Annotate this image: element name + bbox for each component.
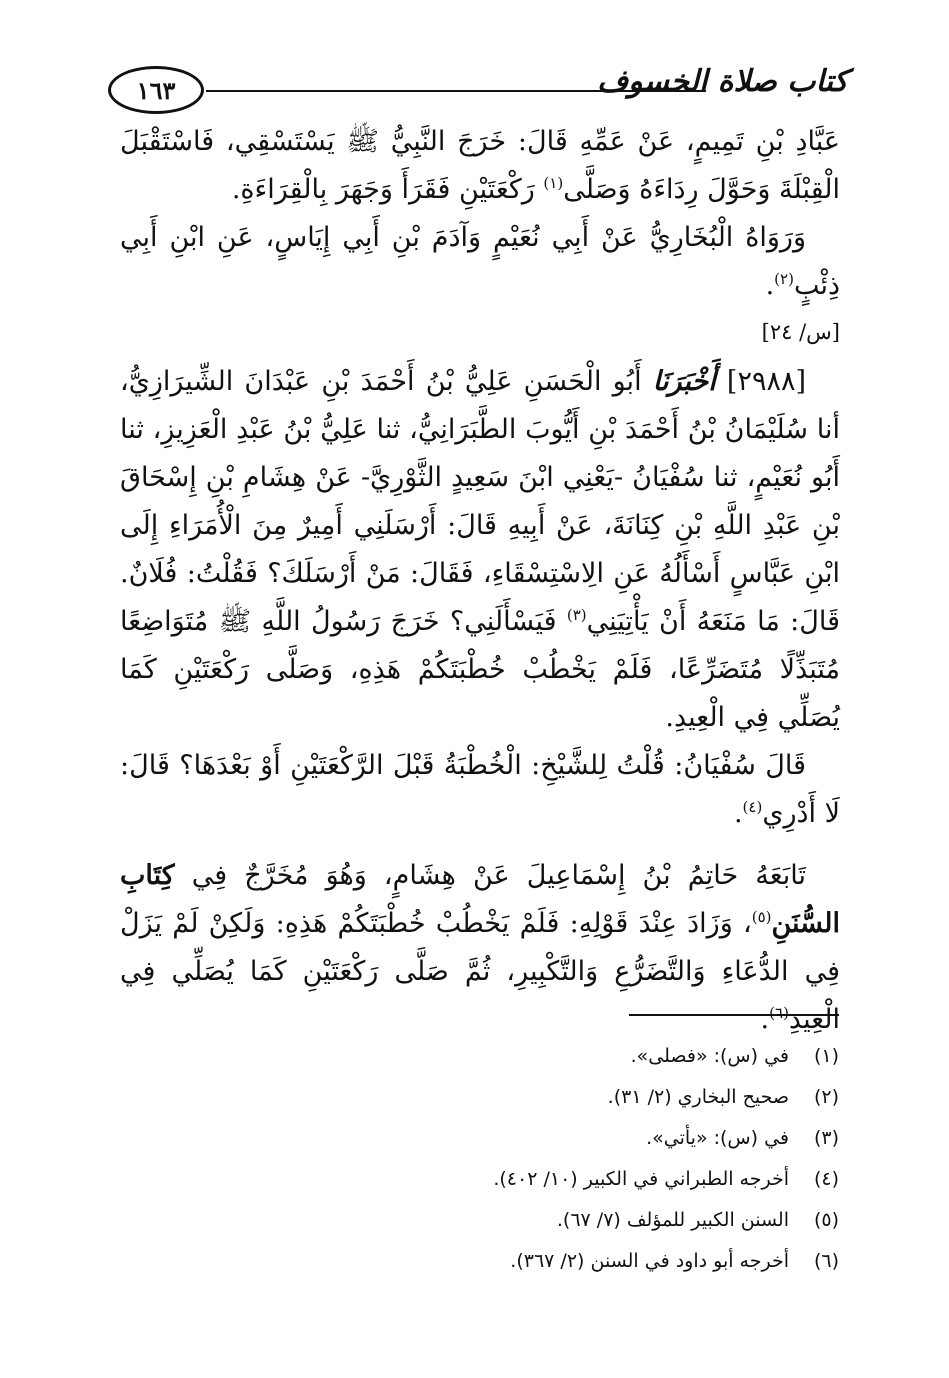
footnote-number: (٤) [813,1168,839,1190]
footnote-ref-1[interactable]: (١) [543,174,564,192]
paragraph-1: عَبَّادِ بْنِ تَمِيمٍ، عَنْ عَمِّهِ قَالَ: خَرَجَ النَّبِيُّ ﷺ يَسْتَسْقِي، فَاسْتَقْبَلَ الْقِبْلَةَ وَحَوَّلَ رِدَاءَهُ وَصَلَّى$^{(١)}$ رَكْعَتَيْنِ فَقَرَأَ وَجَهَرَ بِالْقِرَاءَةِ. [120,126,840,205]
footnote-separator [629,1014,839,1016]
footnote-number: (٦) [813,1250,839,1272]
footnote-text: في (س): «يأتي». [646,1127,789,1149]
akhbarana-term: أَخْبَرَنَا [652,366,716,397]
footnote-ref-5[interactable]: (٥) [751,908,772,926]
paragraph-2: وَرَوَاهُ الْبُخَارِيُّ عَنْ أَبِي نُعَيْمٍ وَآدَمَ بْنِ أَبِي إِيَاسٍ، عَنِ ابْنِ أَبِي ذِئْبٍ$^{(٢)}$. [120,222,840,301]
footnotes-list [239,1036,839,1282]
book-title: كتاب صلاة الخسوف [597,64,848,99]
footnote-number: (٢) [813,1086,839,1108]
footnote-item [239,1241,839,1282]
footnote-text: أخرجه الطبراني في الكبير (١٠/ ٤٠٢). [493,1168,789,1190]
kitab-sunan-term: كِتَابِ السُّنَنِ [120,860,840,939]
footnote-text: صحيح البخاري (٢/ ٣١). [607,1086,789,1108]
paragraph-5: تَابَعَهُ حَاتِمُ بْنُ إِسْمَاعِيلَ عَنْ هِشَامٍ، وَهُوَ مُخَرَّجٌ فِي كِتَابِ السُّنَنِ$^{(٥)}$، وَزَادَ عِنْدَ قَوْلِهِ: فَلَمْ يَخْطُبْ خُطْبَتَكُمْ هَذِهِ: وَلَكِنْ لَمْ يَزَلْ فِي الدُّعَاءِ وَالتَّضَرُّعِ وَالتَّكْبِيرِ، ثُمَّ صَلَّى رَكْعَتَيْنِ كَمَا يُصَلِّي فِي الْعِيدِ$^{(٦)}$. [120,860,840,1035]
footnote-ref-3[interactable]: (٣) [566,606,587,624]
footnote-item [239,1077,839,1118]
hadith-number: [٢٩٨٨] [726,366,806,397]
manuscript-reference: [س/ ٢٤] [761,320,840,344]
footnote-ref-6[interactable]: (٦) [769,1004,789,1022]
footnote-number: (٣) [813,1127,839,1149]
footnote-item [239,1118,839,1159]
page-number: ١٦٣ [136,75,176,105]
footnote-text: السنن الكبير للمؤلف (٧/ ٦٧). [556,1209,789,1231]
hadith-paragraph: [٢٩٨٨] أَخْبَرَنَا أَبُو الْحَسَنِ عَلِيُّ بْنُ أَحْمَدَ بْنِ عَبْدَانَ الشِّيرَازِيُّ، أنا سُلَيْمَانُ بْنُ أَحْمَدَ بْنِ أَيُّوبَ الطَّبَرَانِيُّ، ثنا عَلِيُّ بْنُ عَبْدِ الْعَزِيزِ، ثنا أَبُو نُعَيْمٍ، ثنا سُفْيَانُ -يَعْنِي ابْنَ سَعِيدٍ الثَّوْرِيَّ- عَنْ هِشَامِ بْنِ إِسْحَاقَ بْنِ عَبْدِ اللَّهِ بْنِ كِنَانَةَ، عَنْ أَبِيهِ قَالَ: أَرْسَلَنِي أَمِيرٌ مِنَ الْأُمَرَاءِ إِلَى ابْنِ عَبَّاسٍ أَسْأَلُهُ عَنِ الِاسْتِسْقَاءِ، فَقَالَ: مَنْ أَرْسَلَكَ؟ فَقُلْتُ: فُلَانٌ. قَالَ: مَا مَنَعَهُ أَنْ يَأْتِيَنِي$^{(٣)}$ فَيَسْأَلَنِي؟ خَرَجَ رَسُولُ اللَّهِ ﷺ مُتَوَاضِعًا مُتَبَذِّلًا مُتَضَرِّعًا، فَلَمْ يَخْطُبْ خُطْبَتَكُمْ هَذِهِ، وَصَلَّى رَكْعَتَيْنِ كَمَا يُصَلِّي فِي الْعِيدِ. [120,366,840,733]
footnote-number: (٥) [813,1209,839,1231]
page-number-badge [108,66,204,114]
footnote-item [239,1036,839,1077]
footnote-text: أخرجه أبو داود في السنن (٢/ ٣٦٧). [510,1250,789,1272]
footnote-item [239,1200,839,1241]
page-header [108,62,848,122]
footnote-text: في (س): «فصلى». [630,1045,789,1067]
footnote-ref-4[interactable]: (٤) [742,798,763,816]
footnote-ref-2[interactable]: (٢) [774,270,794,288]
main-text [120,118,840,1044]
paragraph-4: قَالَ سُفْيَانُ: قُلْتُ لِلشَّيْخِ: الْخُطْبَةُ قَبْلَ الرَّكْعَتَيْنِ أَوْ بَعْدَهَا؟ قَالَ: لَا أَدْرِي$^{(٤)}$. [120,750,840,829]
footnote-number: (١) [813,1045,839,1067]
footnote-item [239,1159,839,1200]
